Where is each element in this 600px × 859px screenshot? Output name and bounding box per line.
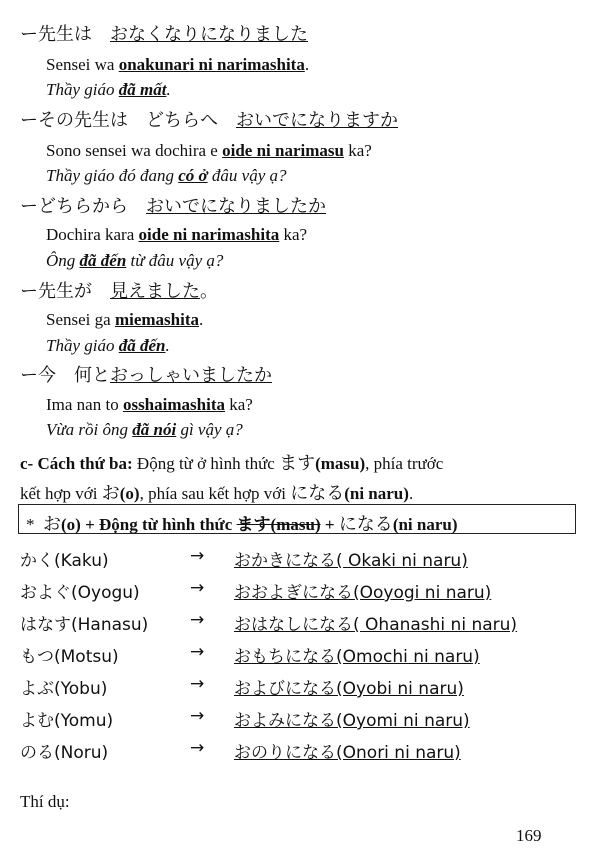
section-c-text-end: .	[408, 484, 414, 503]
section-c-line-2	[20, 479, 413, 505]
formula-o-japanese: お	[43, 514, 61, 535]
example-3-romaji	[46, 225, 307, 245]
conjugation-verb: かく(Kaku)	[20, 551, 109, 571]
arrow-icon: →	[190, 674, 205, 694]
vi-suffix: gì vậy ạ?	[176, 420, 243, 439]
dash-mark: ー	[20, 24, 38, 45]
vi-highlight: có ở	[178, 166, 208, 185]
vi-prefix: Vừa rồi ông	[46, 420, 133, 439]
masu-japanese: ます	[279, 453, 316, 474]
example-5-romaji	[46, 395, 253, 415]
star-mark: *	[26, 515, 35, 534]
conjugation-result: おはなしになる( Ohanashi ni naru)	[234, 615, 518, 635]
jp-prefix: その先生は どちらへ	[38, 110, 236, 131]
ninaru-japanese: になる	[290, 483, 345, 504]
formula-ninaru-romaji: (ni naru)	[392, 515, 458, 534]
arrow-icon: →	[190, 738, 205, 758]
vi-prefix: Thầy giáo	[46, 80, 119, 99]
o-japanese: お	[101, 483, 120, 504]
formula-verb-form: + Động từ hình thức	[80, 515, 237, 534]
jp-highlight: おいでになりましたか	[146, 196, 326, 217]
jp-prefix: 今 何と	[38, 365, 110, 386]
romaji-prefix: Sono sensei wa dochira e	[46, 141, 223, 160]
formula-o-romaji: (o)	[61, 515, 81, 534]
arrow-icon: →	[190, 610, 205, 630]
vi-prefix: Thầy giáo	[46, 336, 119, 355]
conjugation-result: おもちになる(Omochi ni naru)	[234, 647, 480, 667]
example-label: Thí dụ:	[20, 792, 70, 811]
example-2-vietnamese	[46, 166, 287, 186]
arrow-icon: →	[190, 706, 205, 726]
romaji-prefix: Sensei ga	[46, 310, 115, 329]
jp-highlight: おっしゃいましたか	[110, 365, 272, 386]
ninaru-romaji: (ni naru)	[344, 484, 409, 503]
conjugation-verb: のる(Noru)	[20, 743, 109, 763]
example-2-romaji	[46, 141, 372, 161]
o-romaji: (o)	[119, 484, 140, 503]
vi-prefix: Ông	[46, 251, 80, 270]
section-c-heading: c- Cách thứ ba:	[20, 454, 133, 473]
romaji-highlight: osshaimashita	[122, 395, 225, 414]
arrow-icon: →	[190, 642, 205, 662]
example-2-japanese	[20, 106, 398, 132]
romaji-suffix: ka?	[279, 225, 308, 244]
romaji-prefix: Dochira kara	[46, 225, 139, 244]
vi-suffix: đâu vậy ạ?	[207, 166, 287, 185]
dash-mark: ー	[20, 196, 38, 217]
jp-prefix: 先生は	[38, 24, 110, 45]
jp-prefix: どちらから	[38, 196, 146, 217]
jp-highlight: おなくなりになりました	[110, 24, 308, 45]
arrow-icon: →	[190, 578, 205, 598]
section-c-text-mid: , phía sau kết hợp với	[139, 484, 291, 503]
section-c-text: Động từ ở hình thức	[132, 454, 280, 473]
example-4-romaji	[46, 310, 203, 330]
formula-masu-struck: ます(masu)	[236, 515, 321, 534]
formula-line	[26, 510, 458, 536]
example-3-vietnamese	[46, 251, 223, 271]
jp-prefix: 先生が	[38, 281, 110, 302]
formula-plus: +	[320, 515, 339, 534]
jp-highlight: おいでになりますか	[236, 110, 398, 131]
conjugation-verb: よぶ(Yobu)	[20, 679, 108, 699]
conjugation-result: およびになる(Oyobi ni naru)	[234, 679, 464, 699]
conjugation-result: おのりになる(Onori ni naru)	[234, 743, 461, 763]
example-4-vietnamese	[46, 336, 170, 356]
conjugation-result: おかきになる( Okaki ni naru)	[234, 551, 468, 571]
example-5-japanese	[20, 361, 272, 387]
romaji-prefix: Ima nan to	[46, 395, 123, 414]
masu-romaji: (masu)	[315, 454, 366, 473]
romaji-suffix: .	[198, 310, 204, 329]
vi-highlight: đã đến	[79, 251, 127, 270]
romaji-highlight: onakunari ni narimashita	[118, 55, 305, 74]
formula-ninaru-japanese: になる	[338, 514, 393, 535]
example-4-japanese	[20, 277, 218, 303]
conjugation-verb: よむ(Yomu)	[20, 711, 114, 731]
page-number: 169	[516, 826, 542, 845]
example-1-vietnamese	[46, 80, 171, 100]
example-5-vietnamese	[46, 420, 243, 440]
example-1-japanese	[20, 20, 308, 46]
dash-mark: ー	[20, 365, 38, 386]
vi-highlight: đã đến	[118, 336, 166, 355]
dash-mark: ー	[20, 281, 38, 302]
conjugation-result: およみになる(Oyomi ni naru)	[234, 711, 470, 731]
section-c-line-1	[20, 449, 443, 475]
vi-suffix: từ đâu vậy ạ?	[126, 251, 224, 270]
vi-suffix: .	[166, 80, 171, 99]
example-1-romaji	[46, 55, 309, 75]
conjugation-verb: もつ(Motsu)	[20, 647, 119, 667]
dash-mark: ー	[20, 110, 38, 131]
section-c-text: kết hợp với	[20, 484, 102, 503]
romaji-highlight: oide ni narimasu	[222, 141, 344, 160]
conjugation-verb: およぐ(Oyogu)	[20, 583, 140, 603]
romaji-highlight: miemashita	[114, 310, 199, 329]
jp-highlight: 見えました	[110, 281, 200, 302]
romaji-suffix: .	[304, 55, 310, 74]
romaji-suffix: ka?	[224, 395, 253, 414]
conjugation-verb: はなす(Hanasu)	[20, 615, 149, 635]
romaji-highlight: oide ni narimashita	[138, 225, 280, 244]
jp-suffix: 。	[200, 281, 218, 302]
section-c-text-after: , phía trước	[365, 454, 444, 473]
vi-highlight: đã mất	[118, 80, 167, 99]
romaji-suffix: ka?	[343, 141, 372, 160]
vi-highlight: đã nói	[132, 420, 177, 439]
arrow-icon: →	[190, 546, 205, 566]
conjugation-result: おおよぎになる(Ooyogi ni naru)	[234, 583, 492, 603]
romaji-prefix: Sensei wa	[46, 55, 119, 74]
vi-suffix: .	[165, 336, 170, 355]
example-3-japanese	[20, 192, 326, 218]
vi-prefix: Thầy giáo đó đang	[46, 166, 179, 185]
